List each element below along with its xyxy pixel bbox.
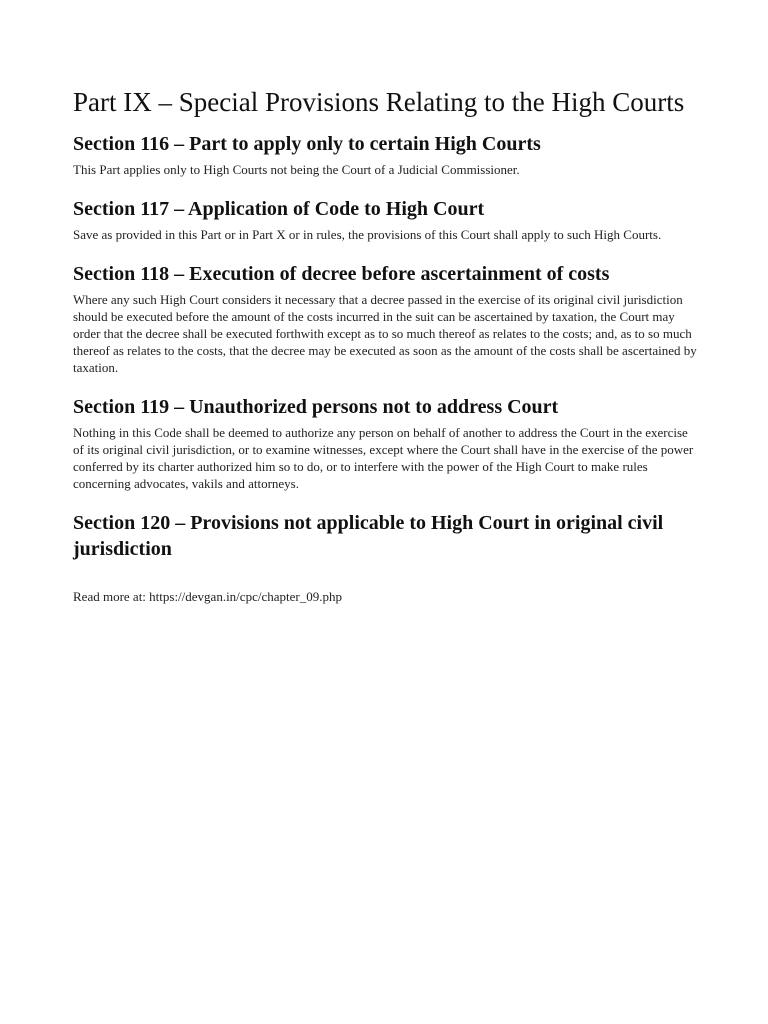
- section-heading: Section 119 – Unauthorized persons not to address Court: [73, 396, 559, 418]
- section-body: Save as provided in this Part or in Part X or in rules, the provisions of this Court shall apply to such High Courts.: [73, 227, 662, 242]
- section-117: [73, 196, 697, 243]
- section-heading: Section 117 – Application of Code to High Court: [73, 198, 485, 220]
- document-page: [73, 86, 697, 605]
- section-heading: Section 120 – Provisions not applicable to High Court in original civil jurisdiction: [73, 512, 664, 560]
- section-body: Nothing in this Code shall be deemed to authorize any person on behalf of another to address the Court in the exercise of its original civil jurisdiction, or to examine witnesses, except where the Court shall have in the exercise of the power conferred by its charter authorized him so to do, or to interfere with the power of the High Court to make rules concerning advocates, vakils and attorneys.: [73, 425, 694, 491]
- section-118: [73, 261, 697, 376]
- section-116: [73, 131, 697, 178]
- section-119: [73, 394, 697, 492]
- section-body: This Part applies only to High Courts not being the Court of a Judicial Commissioner.: [73, 162, 520, 177]
- page-title: Part IX – Special Provisions Relating to the High Courts: [73, 87, 685, 117]
- read-more-link[interactable]: Read more at: https://devgan.in/cpc/chapter_09.php: [73, 589, 342, 604]
- section-body: Where any such High Court considers it necessary that a decree passed in the exercise of its original civil jurisdiction should be executed before the amount of the costs incurred in the suit can be ascertained by taxation, the Court may order that the decree shall be executed forthwith except as to so much thereof as relates to the costs; and, as to so much thereof as relates to the costs, that the decree may be executed as soon as the amount of the costs shall be ascertained by taxation.: [73, 292, 697, 375]
- section-heading: Section 116 – Part to apply only to certain High Courts: [73, 133, 541, 155]
- section-120: [73, 510, 697, 562]
- section-heading: Section 118 – Execution of decree before ascertainment of costs: [73, 263, 610, 285]
